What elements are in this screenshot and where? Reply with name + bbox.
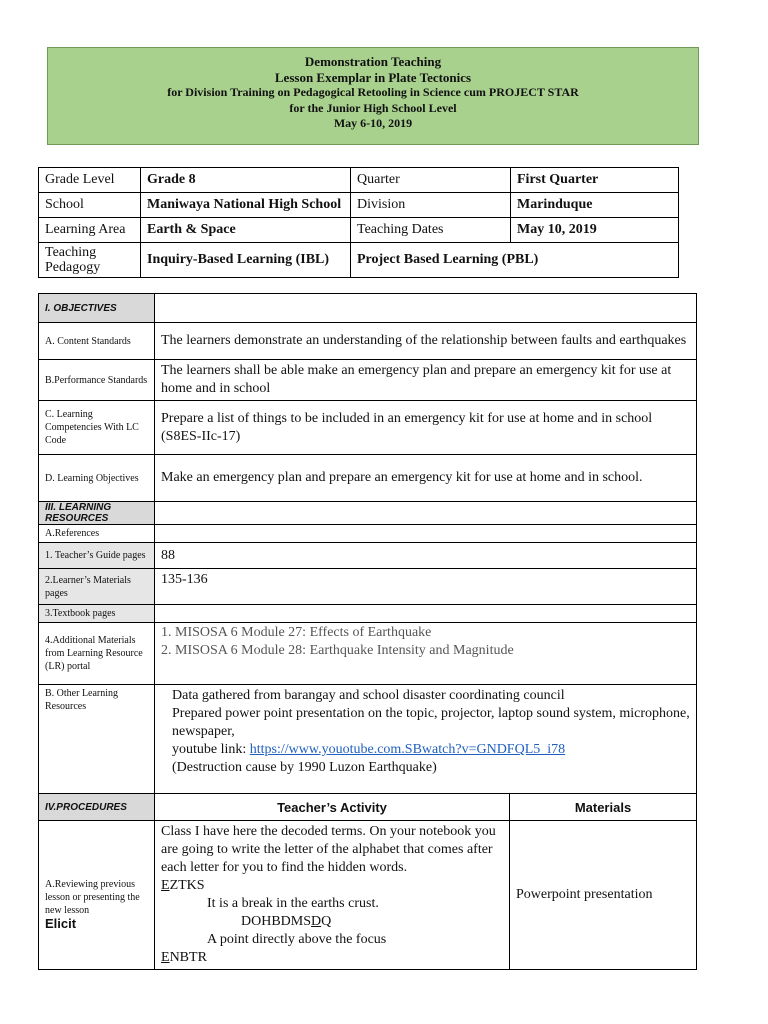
materials-header: Materials (510, 794, 697, 821)
quarter-value: First Quarter (511, 168, 679, 193)
table-row (39, 360, 697, 401)
objectives-heading: I. OBJECTIVES (39, 294, 155, 323)
learning-objectives-value: Make an emergency plan and prepare an emergency kit for use at home and in school. (155, 455, 697, 502)
teacher-activity-header: Teacher’s Activity (155, 794, 510, 821)
grade-label: Grade Level (39, 168, 141, 193)
other-resource-link-line (172, 741, 690, 759)
table-row (39, 605, 697, 623)
clue-1: It is a break in the earths crust. (207, 896, 379, 911)
school-value: Maniwaya National High School (141, 193, 351, 218)
coded-word-2: DOHBDMSDQ (241, 914, 332, 929)
banner-line-2: Lesson Exemplar in Plate Tectonics (274, 69, 472, 85)
review-instructions: Class I have here the decoded terms. On your notebook you are going to write the letter of the alphabet that comes after each letter for you to find the hidden words. (161, 824, 496, 875)
additional-item: 2. MISOSA 6 Module 28: Earthquake Intensity and Magnitude (161, 643, 514, 658)
banner-line-1: Demonstration Teaching (304, 54, 442, 69)
procedures-heading: IV.PROCEDURES (39, 794, 155, 821)
table-row (39, 294, 697, 323)
table-row (39, 543, 697, 569)
table-row (39, 525, 697, 543)
table-row (39, 821, 697, 970)
table-row (39, 569, 697, 605)
performance-standards-label: B.Performance Standards (39, 360, 155, 401)
other-resources-label: B. Other Learning Resources (39, 685, 155, 794)
content-standards-label: A. Content Standards (39, 323, 155, 360)
grade-value: Grade 8 (141, 168, 351, 193)
textbook-label: 3.Textbook pages (39, 605, 155, 623)
empty-cell (155, 605, 697, 623)
quarter-label: Quarter (351, 168, 511, 193)
resources-heading: III. LEARNING RESOURCES (39, 502, 155, 525)
review-material: Powerpoint presentation (510, 821, 697, 970)
table-row (39, 323, 697, 360)
banner-line-5: May 6-10, 2019 (333, 116, 413, 130)
coded-word-1: EZTKS (161, 878, 205, 893)
empty-cell (155, 525, 697, 543)
reviewing-activity (155, 821, 510, 970)
pedagogy-value-1: Inquiry-Based Learning (IBL) (141, 243, 351, 278)
table-row (39, 218, 679, 243)
youtube-link[interactable]: https://www.youotube.com.SBwatch?v=GNDFQL5_i78 (249, 742, 566, 757)
area-label: Learning Area (39, 218, 141, 243)
table-row (39, 243, 679, 278)
banner-line-4: for the Junior High School Level (289, 100, 457, 115)
teachers-guide-label: 1. Teacher’s Guide pages (39, 543, 155, 569)
title-banner (47, 47, 699, 145)
elicit-label: Elicit (45, 916, 77, 931)
competencies-label: C. Learning Competencies With LC Code (39, 401, 155, 455)
dates-label: Teaching Dates (351, 218, 511, 243)
division-value: Marinduque (511, 193, 679, 218)
coded-word-3: ENBTR (161, 950, 207, 965)
competencies-value: Prepare a list of things to be included in an emergency kit for use at home and in school (S8ES-IIc-17) (155, 401, 697, 455)
table-row (39, 502, 697, 525)
table-row (39, 794, 697, 821)
learners-materials-label: 2.Learner’s Materials pages (39, 569, 155, 605)
additional-materials-value (155, 623, 697, 685)
content-standards-value: The learners demonstrate an understanding of the relationship between faults and earthquakes (155, 323, 697, 360)
table-row (39, 193, 679, 218)
table-row (39, 685, 697, 794)
additional-item: 1. MISOSA 6 Module 27: Effects of Earthquake (161, 625, 432, 640)
lesson-table (38, 293, 697, 970)
info-table (38, 167, 679, 278)
table-row (39, 401, 697, 455)
table-row (39, 455, 697, 502)
other-resource-item: (Destruction cause by 1990 Luzon Earthquake) (172, 760, 437, 775)
teachers-guide-value: 88 (155, 543, 697, 569)
empty-cell (155, 502, 697, 525)
school-label: School (39, 193, 141, 218)
banner-line-3: for Division Training on Pedagogical Retooling in Science cum PROJECT STAR (167, 85, 579, 99)
reviewing-label-cell (39, 821, 155, 970)
link-prefix: youtube link: (172, 742, 250, 757)
learning-objectives-label: D. Learning Objectives (39, 455, 155, 502)
area-value: Earth & Space (141, 218, 351, 243)
division-label: Division (351, 193, 511, 218)
additional-materials-label: 4.Additional Materials from Learning Resource (LR) portal (39, 623, 155, 685)
learners-materials-value: 135-136 (155, 569, 697, 605)
pedagogy-label: Teaching Pedagogy (39, 243, 141, 278)
empty-cell (155, 294, 697, 323)
other-resource-item: Prepared power point presentation on the topic, projector, laptop sound system, microphone, newspaper, (172, 706, 690, 739)
reviewing-label: A.Reviewing previous lesson or presenting the new lesson (45, 879, 140, 916)
clue-2: A point directly above the focus (207, 932, 387, 947)
pedagogy-value-2: Project Based Learning (PBL) (351, 243, 679, 278)
other-resource-item: Data gathered from barangay and school disaster coordinating council (172, 688, 565, 703)
table-row (39, 623, 697, 685)
table-row (39, 168, 679, 193)
performance-standards-value: The learners shall be able make an emergency plan and prepare an emergency kit for use at home and in school (155, 360, 697, 401)
other-resources-value (155, 685, 697, 794)
references-label: A.References (39, 525, 155, 543)
dates-value: May 10, 2019 (511, 218, 679, 243)
